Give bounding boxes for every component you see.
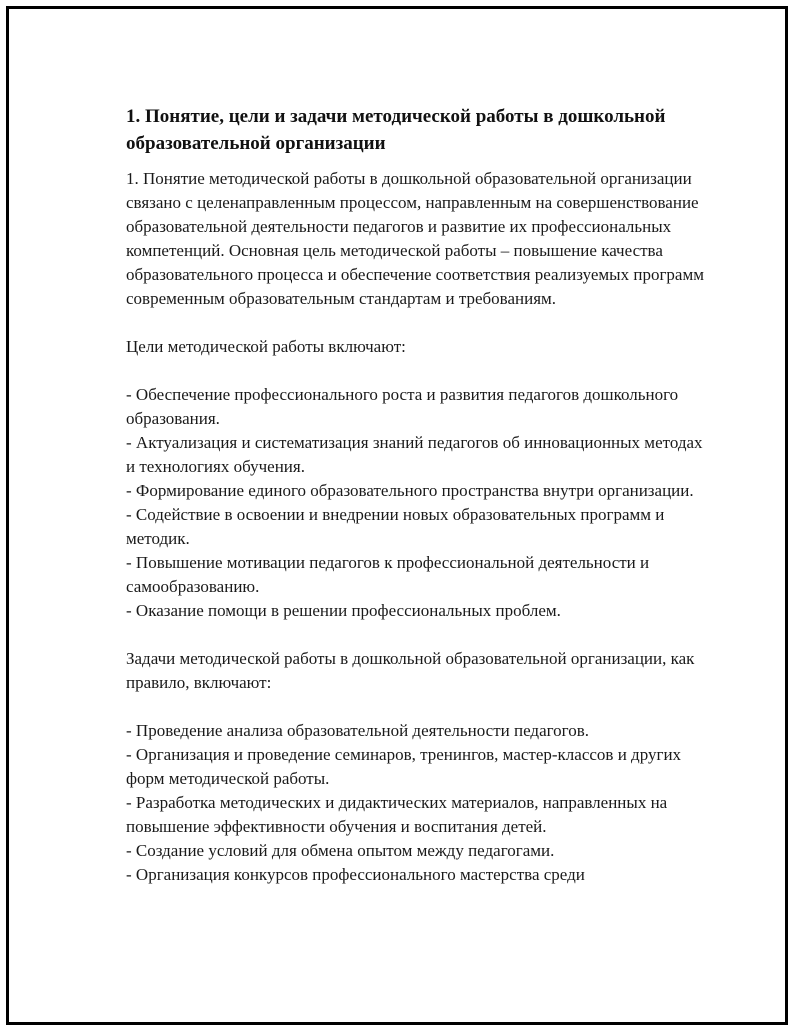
goals-heading: Цели методической работы включают: (126, 337, 406, 356)
page-frame (6, 6, 788, 1025)
goals-list-item: - Формирование единого образовательного пространства внутри организации. (126, 481, 694, 500)
spacer (126, 359, 706, 383)
tasks-list-item: - Проведение анализа образовательной деятельности педагогов. (126, 721, 589, 740)
tasks-heading: Задачи методической работы в дошкольной образовательной организации, как правило, включают: (126, 649, 695, 692)
document-title: 1. Понятие, цели и задачи методической работы в дошкольной образовательной организации (126, 106, 666, 154)
tasks-list (126, 719, 706, 887)
tasks-list-item: - Организация конкурсов профессионального мастерства среди (126, 865, 585, 884)
spacer (126, 623, 706, 647)
goals-list-item: - Оказание помощи в решении профессиональных проблем. (126, 601, 561, 620)
tasks-list-item: - Разработка методических и дидактических материалов, направленных на повышение эффективности обучения и воспитания детей. (126, 793, 668, 836)
tasks-list-item: - Организация и проведение семинаров, тренингов, мастер-классов и других форм методической работы. (126, 745, 682, 788)
goals-list (126, 383, 706, 623)
goals-list-item: - Обеспечение профессионального роста и развития педагогов дошкольного образования. (126, 385, 679, 428)
goals-list-item: - Повышение мотивации педагогов к профессиональной деятельности и самообразованию. (126, 553, 650, 596)
goals-list-item: - Содействие в освоении и внедрении новых образовательных программ и методик. (126, 505, 665, 548)
document-body (126, 103, 706, 887)
intro-paragraph: 1. Понятие методической работы в дошкольной образовательной организации связано с целенаправленным процессом, направленным на совершенствование образовательной деятельности педагогов и развитие их профессиональных компетенций. Основная цель методической работы – повышение качества образовательного процесса и обеспечение соответствия реализуемых программ современным образовательным стандартам и требованиям. (126, 169, 704, 308)
goals-list-item: - Актуализация и систематизация знаний педагогов об инновационных методах и технологиях обучения. (126, 433, 703, 476)
spacer (126, 311, 706, 335)
spacer (126, 695, 706, 719)
tasks-list-item: - Создание условий для обмена опытом между педагогами. (126, 841, 555, 860)
